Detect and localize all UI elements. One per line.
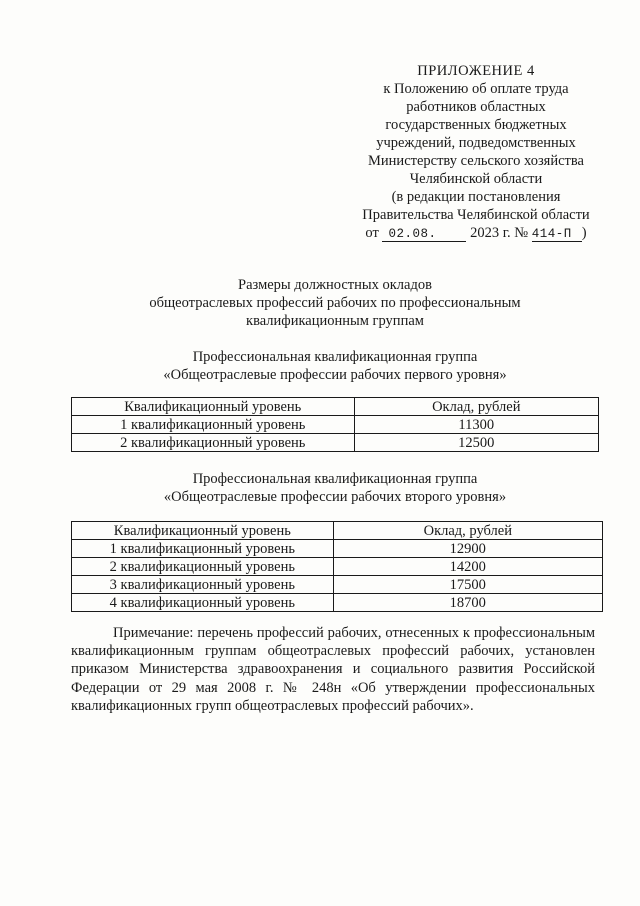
group-title-line: «Общеотраслевые профессии рабочих второго уровня» — [163, 489, 507, 505]
note-paragraph: Примечание: перечень профессий рабочих, отнесенных к профессиональным квалификационным группам общеотраслевых профессий рабочих, установлен приказом Министерства здравоохранения и социального развития Российской Федерации от 29 мая 2008 г. № 248н «Об утверждении профессиональных квалификационных групп общеотраслевых профессий рабочих». — [71, 625, 595, 714]
table-row — [72, 416, 599, 434]
table-row — [72, 594, 603, 612]
column-header-level: Квалификационный уровень — [72, 398, 355, 416]
year-text: 2023 г. № — [470, 225, 529, 241]
document-number: 414-П — [532, 227, 582, 242]
document-heading — [80, 276, 590, 330]
group-title-line: «Общеотраслевые профессии рабочих первого уровня» — [163, 367, 507, 383]
salary-cell: 12500 — [354, 434, 598, 452]
table-row — [72, 434, 599, 452]
close-paren: ) — [581, 225, 587, 241]
appendix-title: ПРИЛОЖЕНИЕ 4 — [417, 63, 535, 79]
date-value: 02.08. — [382, 227, 466, 242]
appendix-line: к Положению об оплате труда — [383, 81, 569, 97]
appendix-block — [340, 62, 612, 242]
appendix-line: работников областных — [406, 99, 546, 115]
level-cell: 1 квалификационный уровень — [72, 416, 355, 434]
salary-cell: 18700 — [333, 594, 602, 612]
salary-cell: 11300 — [354, 416, 598, 434]
note-block — [71, 624, 595, 715]
salary-cell: 12900 — [333, 540, 602, 558]
group-title-line: Профессиональная квалификационная группа — [192, 349, 478, 365]
group2-title — [80, 470, 590, 506]
group-title-line: Профессиональная квалификационная группа — [192, 471, 478, 487]
level-cell: 2 квалификационный уровень — [72, 434, 355, 452]
appendix-line: Министерству сельского хозяйства — [368, 153, 584, 169]
table-header-row — [72, 522, 603, 540]
group2-table — [71, 521, 603, 612]
salary-cell: 14200 — [333, 558, 602, 576]
appendix-line: учреждений, подведомственных — [376, 135, 576, 151]
level-cell: 3 квалификационный уровень — [72, 576, 334, 594]
salary-cell: 17500 — [333, 576, 602, 594]
table-row — [72, 558, 603, 576]
table-row — [72, 576, 603, 594]
edition-date-line — [340, 224, 612, 242]
heading-line: Размеры должностных окладов — [238, 277, 432, 293]
group1-table — [71, 397, 599, 452]
appendix-line: государственных бюджетных — [385, 117, 567, 133]
table-row — [72, 540, 603, 558]
level-cell: 4 квалификационный уровень — [72, 594, 334, 612]
heading-line: квалификационным группам — [246, 313, 424, 329]
appendix-line: Челябинской области — [409, 171, 543, 187]
heading-line: общеотраслевых профессий рабочих по профессиональным — [149, 295, 521, 311]
table-header-row — [72, 398, 599, 416]
level-cell: 2 квалификационный уровень — [72, 558, 334, 576]
date-prefix: от — [365, 225, 379, 241]
appendix-line: (в редакции постановления — [391, 189, 561, 205]
column-header-salary: Оклад, рублей — [333, 522, 602, 540]
column-header-salary: Оклад, рублей — [354, 398, 598, 416]
appendix-line: Правительства Челябинской области — [362, 207, 590, 223]
group1-title — [80, 348, 590, 384]
column-header-level: Квалификационный уровень — [72, 522, 334, 540]
level-cell: 1 квалификационный уровень — [72, 540, 334, 558]
